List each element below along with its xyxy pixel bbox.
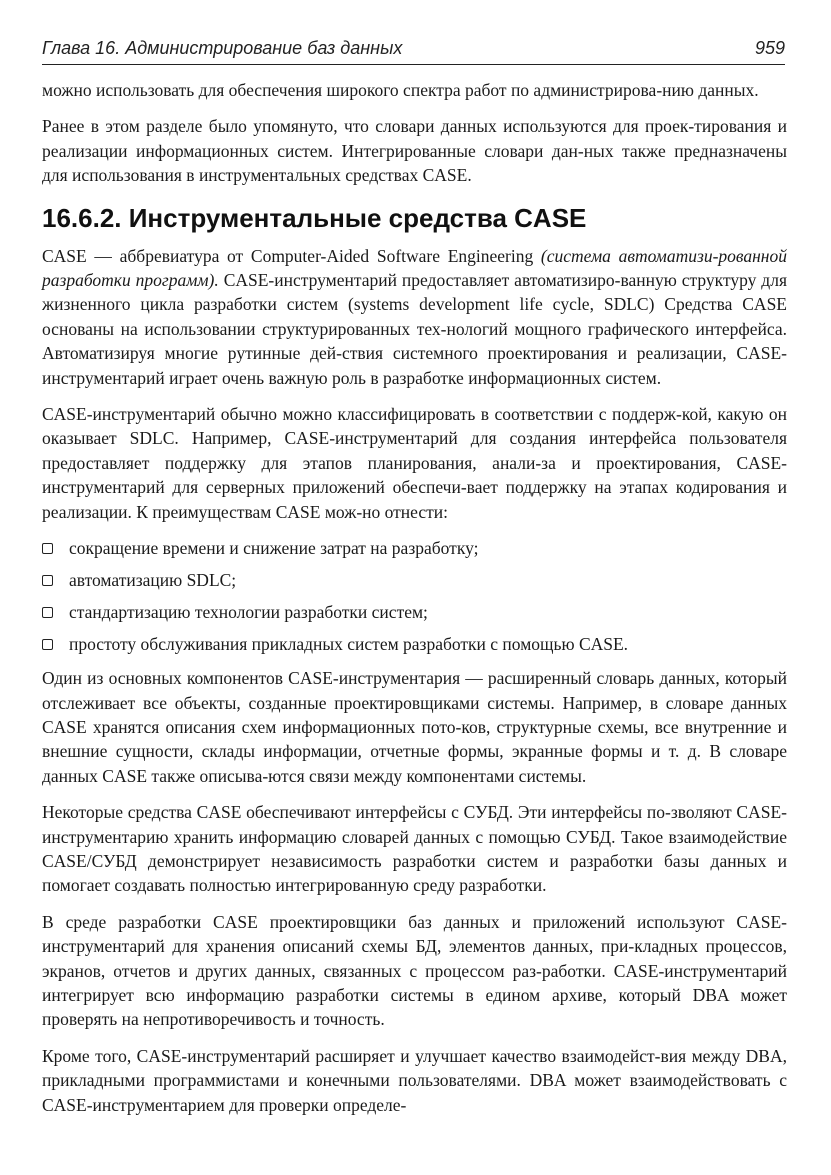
case-definition-italic: (система автоматизи-рованной разработки программ). [42,245,787,291]
checkbox-bullet-icon [42,575,53,586]
paragraph-dbms-interfaces: Некоторые средства CASE обеспечивают интерфейсы с СУБД. Эти интерфейсы по-зволяют CASE-инструментарию хранить информацию словарей данных с помощью СУБД. Такое взаимодействие CASE/СУБД демонстрирует независимость разработки систем и разработки базы данных и помогает создавать полностью интегрированную среду разработки. [42,802,787,896]
checkbox-bullet-icon [42,639,53,650]
paragraph-dictionaries: Ранее в этом разделе было упомянуто, что словари данных используются для проек-тирования и реализации информационных систем. Интегрированные словари дан-ных также предназначены для использования в инструментальных средствах CASE. [42,116,787,186]
list-item-text: стандартизацию технологии разработки систем; [69,602,428,623]
list-item-text: простоту обслуживания прикладных систем разработки с помощью CASE. [69,634,629,655]
list-item [42,568,787,592]
paragraph-case-classification: CASE-инструментарий обычно можно классифицировать в соответствии с поддерж-кой, какую он оказывает SDLC. Например, CASE-инструментарий для создания интерфейса пользователя предоставляет поддержку для этапов планирования, анали-за и проектирования, CASE-инструментарий для серверных приложений обеспечи-вает поддержку на этапах кодирования и реализации. К преимуществам CASE мож-но отнести: [42,404,787,522]
page-body [42,78,787,1129]
list-item-text: автоматизацию SDLC; [69,570,237,591]
paragraph-case-definition [42,244,787,390]
page-number: 959 [754,38,785,58]
case-definition-text: CASE — аббревиатура от Computer-Aided Software Engineering [42,245,541,266]
list-item [42,600,787,624]
checkbox-bullet-icon [42,607,53,618]
case-definition-rest: CASE-инструментарий предоставляет автоматизиро-ванную структуру для жизненного цикла разработки систем (systems development life cycle, SDLC) Средства CASE основаны на использовании структурированных тех-нологий мощного графического интерфейса. Автоматизируя многие рутинные дей-ствия системного проектирования и реализации, CASE-инструментарий играет очень важную роль в разработке информационных систем. [42,270,787,388]
paragraph-continuation: можно использовать для обеспечения широкого спектра работ по администрирова-нию данных. [42,80,759,100]
list-item [42,632,787,656]
chapter-title: Глава 16. Администрирование баз данных [42,38,403,58]
running-header [42,34,785,65]
list-item [42,536,787,560]
section-heading: 16.6.2. Инструментальные средства CASE [42,202,587,233]
checkbox-bullet-icon [42,543,53,554]
paragraph-case-environment: В среде разработки CASE проектировщики баз данных и приложений используют CASE-инструментарий для хранения описаний схемы БД, элементов данных, при-кладных процессов, экранов, отчетов и других данных, связанных с процессом раз-работки. CASE-инструментарий интегрирует всю информацию разработки системы в едином архиве, который DBA может проверять на непротиворечивость и точность. [42,911,787,1030]
advantages-list [42,536,787,656]
list-item-text: сокращение времени и снижение затрат на разработку; [69,538,479,559]
paragraph-data-dictionary: Один из основных компонентов CASE-инструментария — расширенный словарь данных, который отслеживает все объекты, созданные проектировщиками системы. Например, в словаре данных CASE хранятся описания схем информационных пото-ков, структурные схемы, все внутренние и внешние сущности, склады информации, отчетные формы, экранные формы и т. д. В словаре данных CASE также описыва-ются связи между компонентами системы. [42,668,787,786]
paragraph-dba-interaction: Кроме того, CASE-инструментарий расширяет и улучшает качество взаимодейст-вия между DBA, прикладными программистами и конечными пользователями. DBA может взаимодействовать с CASE-инструментарием для проверки определе- [42,1045,787,1115]
